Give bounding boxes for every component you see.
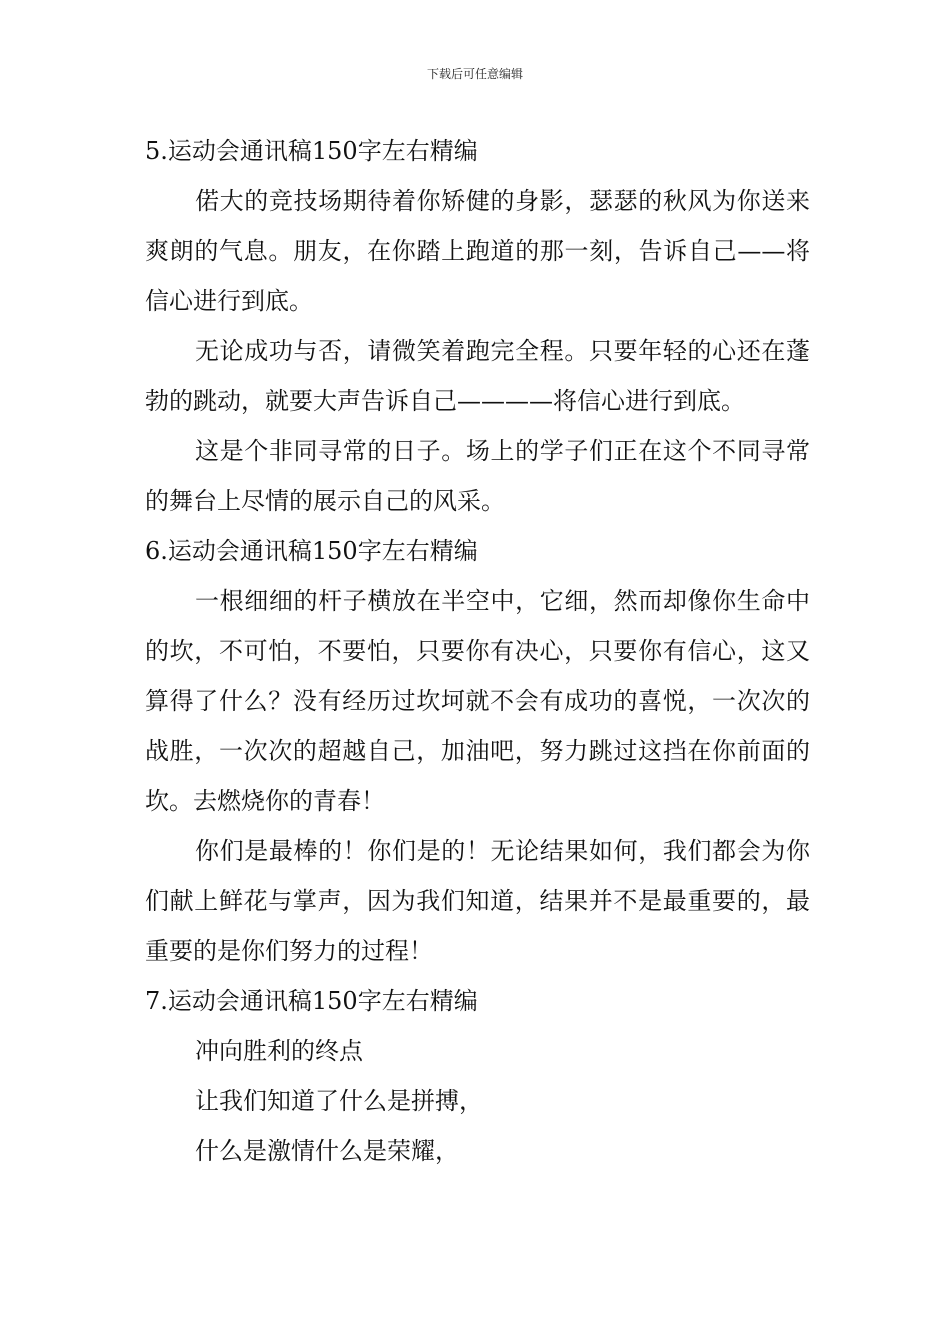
- section-7: [145, 976, 810, 1176]
- paragraph: 一根细细的杆子横放在半空中，它细，然而却像你生命中的坎，不可怕，不要怕，只要你有决心，只要你有信心，这又算得了什么？没有经历过坎坷就不会有成功的喜悦，一次次的战胜，一次次的超越自己，加油吧，努力跳过这挡在你前面的坎。去燃烧你的青春！: [145, 587, 810, 815]
- poem-line: 让我们知道了什么是拼搏，: [195, 1087, 483, 1115]
- section-title: 6.运动会通讯稿150字左右精编: [145, 537, 478, 565]
- paragraph: 你们是最棒的！你们是的！无论结果如何，我们都会为你们献上鲜花与掌声，因为我们知道，结果并不是最重要的，最重要的是你们努力的过程！: [145, 837, 810, 965]
- poem-line: 什么是激情什么是荣耀，: [195, 1137, 459, 1165]
- section-5: [145, 126, 810, 526]
- section-title: 7.运动会通讯稿150字左右精编: [145, 987, 478, 1015]
- document-body: [145, 126, 810, 1176]
- paragraph: 偌大的竞技场期待着你矫健的身影，瑟瑟的秋风为你送来爽朗的气息。朋友，在你踏上跑道的那一刻，告诉自己——将信心进行到底。: [145, 187, 810, 315]
- section-6: [145, 526, 810, 976]
- poem-line: 冲向胜利的终点: [195, 1037, 363, 1065]
- paragraph: 这是个非同寻常的日子。场上的学子们正在这个不同寻常的舞台上尽情的展示自己的风采。: [145, 437, 810, 515]
- paragraph: 无论成功与否，请微笑着跑完全程。只要年轻的心还在蓬勃的跳动，就要大声告诉自己————将信心进行到底。: [145, 337, 810, 415]
- section-title: 5.运动会通讯稿150字左右精编: [145, 137, 478, 165]
- page-header: 下载后可任意编辑: [426, 67, 523, 81]
